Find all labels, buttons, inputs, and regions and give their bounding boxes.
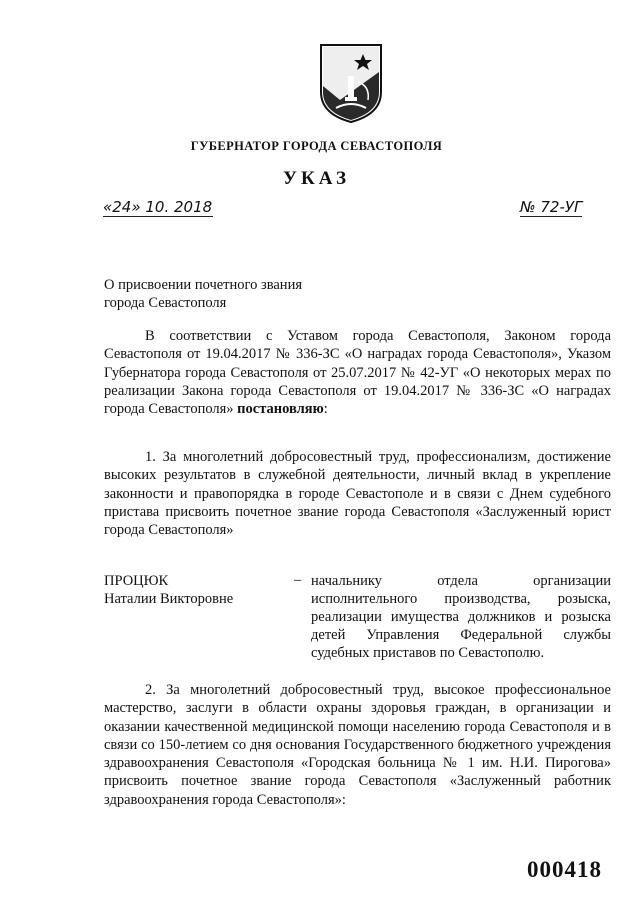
subject-line-2: города Севастополя [104,295,227,311]
awardee-dash: – [294,572,302,588]
awardee-given-names: Наталии Викторовне [104,591,234,607]
sevastopol-coat-of-arms-icon [318,42,384,124]
preamble-paragraph [104,327,611,418]
decree-subject [104,276,302,312]
awardee-surname: ПРОЦЮК [104,573,169,589]
decree-word: постановляю [237,401,324,418]
preamble-text: В соответствии с Уставом города Севастополя, Законом города Севастополя от 19.04.2017 № 336-ЗС «О наградах города Севастополя», Указом Губернатора города Севастополя от 25.07.2017 № 42-УГ «О некоторых мерах по реализации Закона города Севастополя от 19.04.2017 № 336-ЗС «О наградах города Севастополя» [104,328,611,418]
serial-number: 000418 [527,857,602,882]
preamble-colon: : [323,401,328,418]
awardee-position: начальнику отдела организации исполнительного производства, розыска, реализации имущества должников и розыска детей Управления Федеральной службы судебных приставов по Севастополю. [311,573,611,661]
item-2-paragraph: 2. За многолетний добросовестный труд, высокое профессиональное мастерство, заслуги в области охраны здоровья граждан, в организации и оказании качественной медицинской помощи населению города Севастополя и в связи со 150-летием со дня основания Государственного бюджетного учреждения здравоохранения Севастополя «Городская больница № 1 им. Н.И. Пирогова» присвоить почетное звание города Севастополя «Заслуженный работник здравоохранения города Севастополя»: [104,682,611,808]
item-1-paragraph: 1. За многолетний добросовестный труд, профессионализм, достижение высоких результатов в служебной деятельности, личный вклад в укрепление законности и правопорядка в городе Севастополе и в связи с Днем судебного пристава присвоить почетное звание города Севастополя «Заслуженный юрист города Севастополя» [104,449,611,539]
awardee-name [104,572,233,608]
subject-line-1: О присвоении почетного звания [104,277,302,293]
decree-date: «24» 10. 2018 [103,198,213,216]
decree-number: № 72-УГ [520,198,583,216]
issuing-authority: ГУБЕРНАТОР ГОРОДА СЕВАСТОПОЛЯ [190,139,443,153]
document-type: УКАЗ [283,168,350,189]
